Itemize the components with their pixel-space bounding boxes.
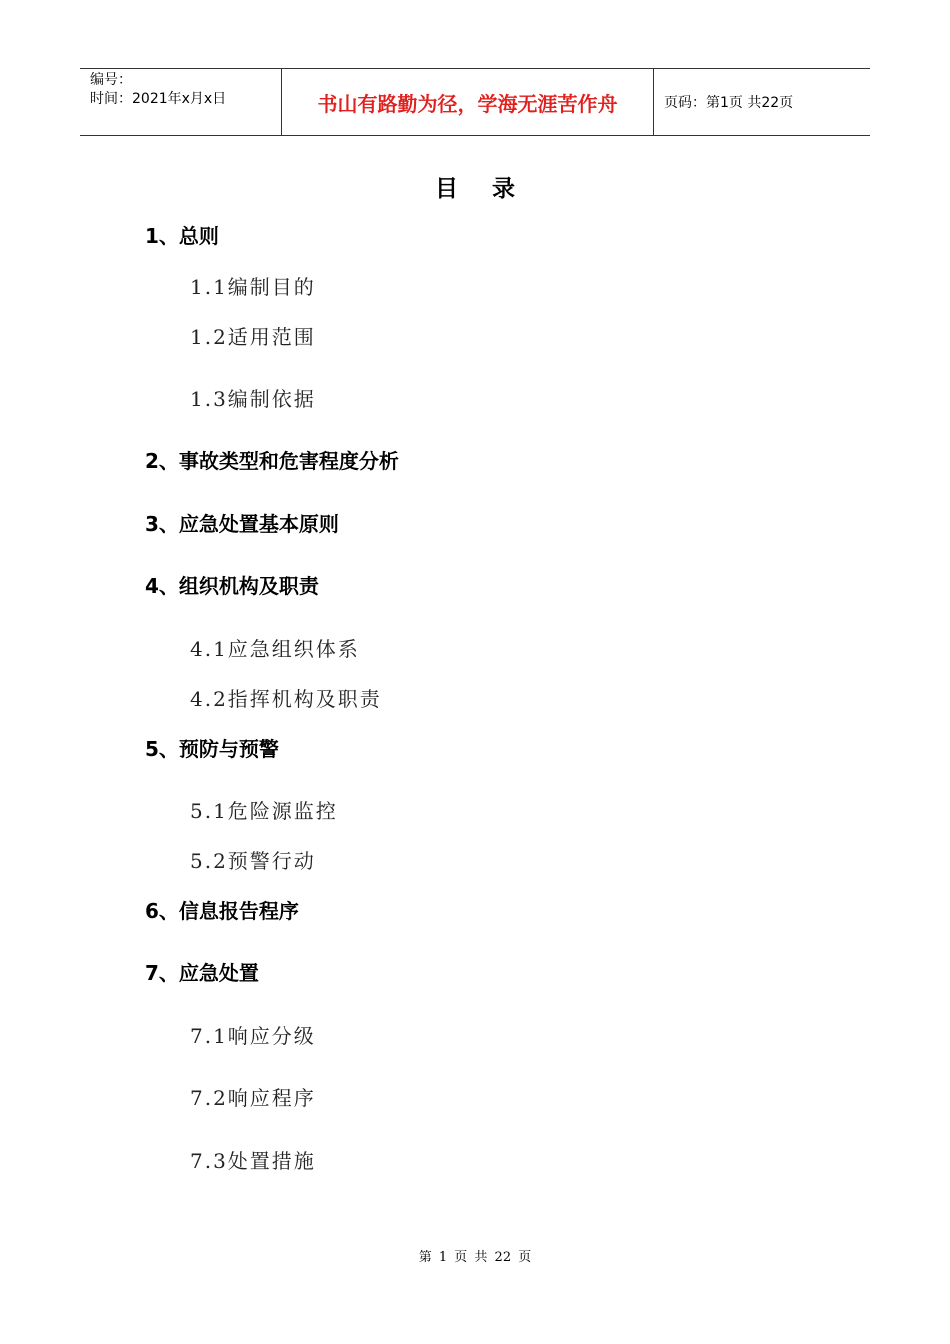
toc-entry[interactable]: 4、组织机构及职责 <box>145 574 319 598</box>
toc-entry[interactable]: 4.1应急组织体系 <box>190 637 360 661</box>
toc-entry[interactable]: 7.2响应程序 <box>190 1086 316 1110</box>
toc-title: 目录 <box>435 176 549 202</box>
toc-entry[interactable]: 5.1危险源监控 <box>190 799 338 823</box>
toc-entry[interactable]: 7.3处置措施 <box>190 1149 316 1173</box>
toc-entry[interactable]: 1.3编制依据 <box>190 387 316 411</box>
toc-entry[interactable]: 1.2适用范围 <box>190 325 316 349</box>
document-code-label: 编号： <box>90 72 132 88</box>
toc-entry[interactable]: 3、应急处置基本原则 <box>145 512 339 536</box>
toc-entry[interactable]: 1、总则 <box>145 224 219 248</box>
toc-entry[interactable]: 2、事故类型和危害程度分析 <box>145 449 399 473</box>
header-page-info: 页码：第1页 共22页 <box>664 95 794 111</box>
page-footer: 第 1 页 共 22 页 <box>418 1250 532 1265</box>
toc-entry[interactable]: 5、预防与预警 <box>145 737 279 761</box>
header-motto: 书山有路勤为径，学海无涯苦作舟 <box>317 91 618 116</box>
toc-entry[interactable]: 4.2指挥机构及职责 <box>190 687 382 711</box>
toc-entry[interactable]: 5.2预警行动 <box>190 849 316 873</box>
document-date: 时间：2021年x月x日 <box>90 91 227 107</box>
toc-entry[interactable]: 1.1编制目的 <box>190 275 316 299</box>
toc-entry[interactable]: 7.1响应分级 <box>190 1024 316 1048</box>
toc-entry[interactable]: 6、信息报告程序 <box>145 899 299 923</box>
toc-entry[interactable]: 7、应急处置 <box>145 961 259 985</box>
